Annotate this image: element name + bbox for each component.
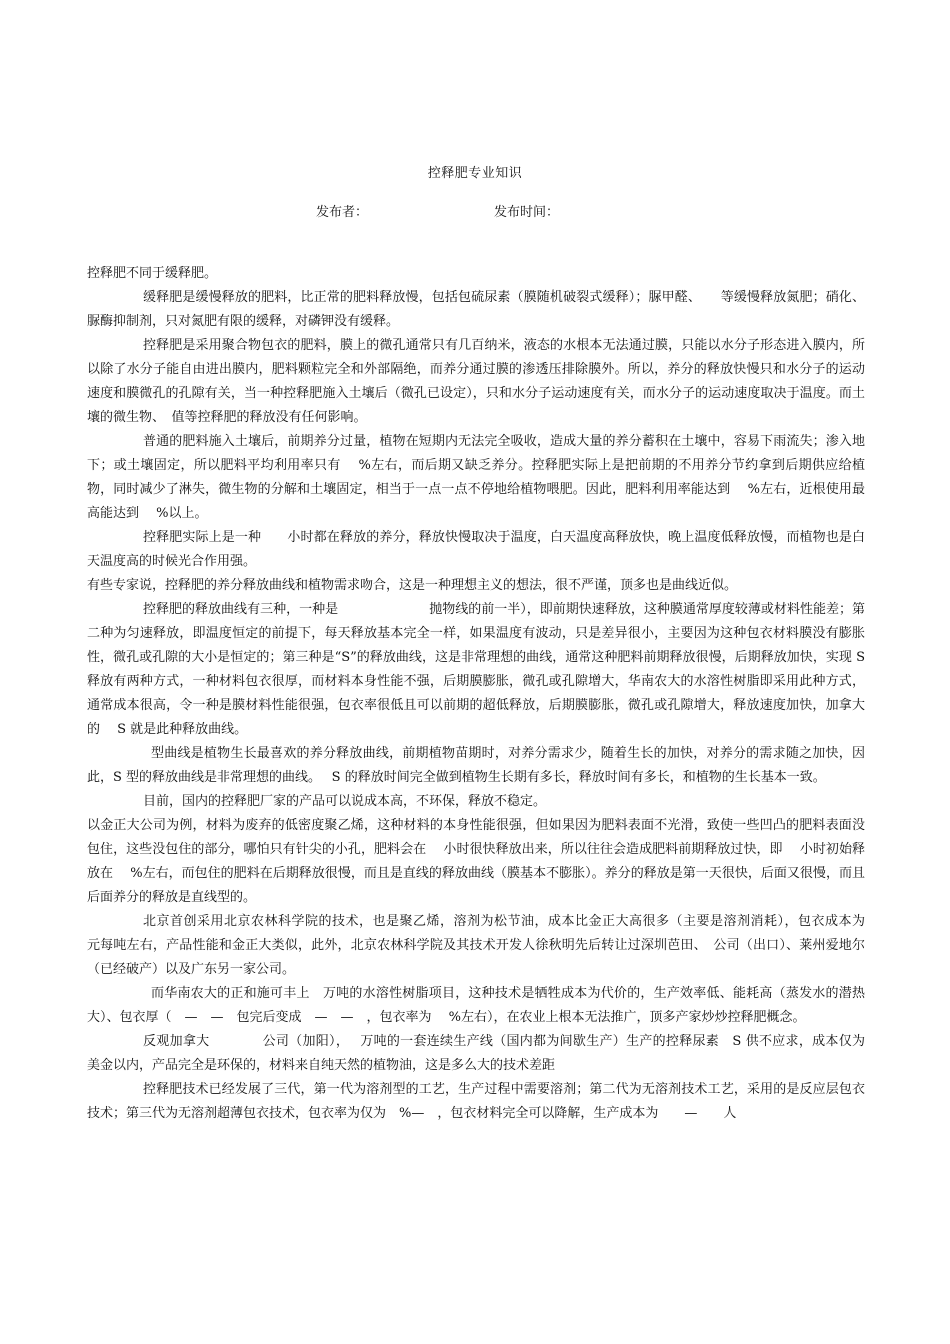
paragraph: 反观加拿大 公司（加阳）， 万吨的一套连续生产线（国内都为间歇生产）生产的控释尿素 S 供不应求，成本仅为 美金以内，产品完全是环保的，材料来自纯天然的植物油，这是多么大的技术差距 [87, 1034, 892, 1073]
paragraph: 控释肥不同于缓释肥。 [87, 266, 218, 281]
paragraph: 控释肥技术已经发展了三代，第一代为溶剂型的工艺，生产过程中需要溶剂；第二代为无溶剂技术工艺，采用的是反应层包衣技术；第三代为无溶剂超薄包衣技术，包衣率为仅为 %— ，包衣材料完全可以降解，生产成本为 — 人 [87, 1082, 865, 1121]
paragraph: 目前，国内的控释肥厂家的产品可以说成本高，不环保，释放不稳定。 [143, 794, 547, 809]
paragraph: 以金正大公司为例，材料为废弃的低密度聚乙烯，这种材料的本身性能很强，但如果因为肥料表面不光滑，致使一些凹凸的肥料表面没包住，这些没包住的部分，哪怕只有针尖的小孔，肥料会在 小时很快释放出来，所以往往会造成肥料前期释放过快，即 小时初始释放在 %左右，而包住的肥料在后期释放很慢，而且是直线的释放曲线（膜基本不膨胀）。养分的释放是第一天很快，后面又很慢，而且后面养分的释放是直线型的。 [87, 818, 865, 905]
paragraph: 而华南农大的正和施可丰上 万吨的水溶性树脂项目，这种技术是牺牲成本为代价的，生产效率低、能耗高（蒸发水的潜热大）、包衣厚（ — — 包完后变成 — — ，包衣率为 %左右），在农业上根本无法推广，顶多产家炒炒控释肥概念。 [87, 986, 865, 1025]
paragraph: 控释肥是采用聚合物包衣的肥料，膜上的微孔通常只有几百纳米，液态的水根本无法通过膜，只能以水分子形态进入膜内，所以除了水分子能自由进出膜内，肥料颗粒完全和外部隔绝，而养分通过膜的渗透压排除膜外。所以，养分的释放快慢只和水分子的运动速度和膜微孔的孔隙有关，当一种控释肥施入土壤后（微孔已设定），只和水分子运动速度有关，而水分子的运动速度取决于温度。而土壤的微生物、 值等控释肥的释放没有任何影响。 [87, 338, 865, 425]
paragraph: 控释肥实际上是一种 小时都在释放的养分，释放快慢取决于温度，白天温度高释放快，晚上温度低释放慢，而植物也是白天温度高的时候光合作用强。 [87, 530, 865, 569]
paragraph: 有些专家说，控释肥的养分释放曲线和植物需求吻合，这是一种理想主义的想法，很不严谨，顶多也是曲线近似。 [87, 578, 738, 593]
article-body [87, 262, 918, 1126]
publisher-label: 发布者： [316, 205, 369, 220]
paragraph: 控释肥的释放曲线有三种，一种是 抛物线的前一半），即前期快速释放，这种膜通常厚度较薄或材料性能差；第二种为匀速释放，即温度恒定的前提下，每天释放基本完全一样，如果温度有波动，只是差异很小，主要因为这种包衣材料膜没有膨胀性，微孔或孔隙的大小是恒定的；第三种是“S”的释放曲线，这是非常理想的曲线，通常这种肥料前期释放很慢，后期释放加快，实现 S 释放有两种方式，一种材料包衣很厚，而材料本身性能不强，后期膜膨胀，微孔或孔隙增大，华南农大的水溶性树脂即采用此种方式，通常成本很高，令一种是膜材料性能很强，包衣率很低且可以前期的超低释放，后期膜膨胀，微孔或孔隙增大，释放速度加快，加拿大 的 S 就是此种释放曲线。 [87, 602, 918, 737]
paragraph: 普通的肥料施入土壤后，前期养分过量，植物在短期内无法完全吸收，造成大量的养分蓄积在土壤中，容易下雨流失；渗入地下；或土壤固定，所以肥料平均利用率只有 %左右，而后期又缺乏养分。控释肥实际上是把前期的不用养分节约拿到后期供应给植物，同时减少了淋失，微生物的分解和土壤固定，相当于一点一点不停地给植物喂肥。因此，肥料利用率能达到 %左右，近根使用最高能达到 %以上。 [87, 434, 865, 521]
paragraph: 缓释肥是缓慢释放的肥料，比正常的肥料释放慢，包括包硫尿素（膜随机破裂式缓释）；脲甲醛、 等缓慢释放氮肥；硝化、脲酶抑制剂，只对氮肥有限的缓释，对磷钾没有缓释。 [87, 290, 865, 329]
paragraph: 北京首创采用北京农林科学院的技术，也是聚乙烯，溶剂为松节油，成本比金正大高很多（主要是溶剂消耗），包衣成本为 元每吨左右，产品性能和金正大类似，此外，北京农林科学院及其技术开发人徐秋明先后转让过深圳芭田、 公司（出口）、莱州爱地尔（已经破产）以及广东另一家公司。 [87, 914, 892, 977]
publish-time-label: 发布时间： [494, 205, 560, 220]
page-title: 控释肥专业知识 [427, 166, 523, 181]
paragraph: 型曲线是植物生长最喜欢的养分释放曲线，前期植物苗期时，对养分需求少，随着生长的加快，对养分的需求随之加快，因此，S 型的释放曲线是非常理想的曲线。 S 的释放时间完全做到植物生长期有多长，释放时间有多长，和植物的生长基本一致。 [87, 746, 865, 785]
